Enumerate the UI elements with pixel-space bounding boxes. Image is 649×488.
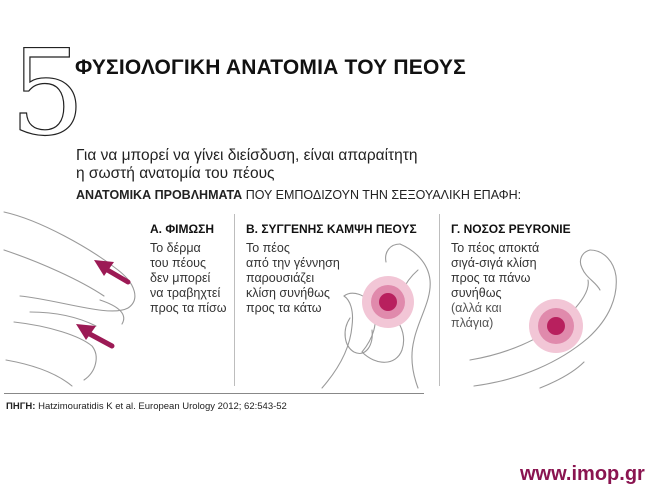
column-note-peyronie: (αλλά και πλάγια) <box>451 301 502 330</box>
arrow-up-icon <box>94 260 128 282</box>
column-divider-2 <box>439 214 440 386</box>
column-title-phimosis: Α. ΦΙΜΩΣΗ <box>150 222 215 236</box>
source-citation <box>6 401 287 412</box>
column-text-phimosis: Το δέρμα του πέους δεν μπορεί να τραβηχτεί προς τα πίσω <box>150 241 227 315</box>
intro-line-2: η σωστή ανατομία του πέους <box>76 165 275 182</box>
step-number: 5 <box>10 24 86 162</box>
intro-line-1: Για να μπορεί να γίνει διείσδυση, είναι απαραίτητη <box>76 147 418 164</box>
source-text: Hatzimouratidis K et al. European Urology 2012; 62:543-52 <box>35 401 287 412</box>
website-link[interactable]: www.imop.gr <box>520 463 645 485</box>
column-title-curvature: Β. ΣΥΓΓΕΝΗΣ ΚΑΜΨΗ ΠΕΟΥΣ <box>246 222 417 236</box>
subheading-bold: ΑΝΑΤΟΜΙΚΑ ΠΡΟΒΛΗΜΑΤΑ <box>76 188 243 202</box>
column-divider-1 <box>234 214 235 386</box>
peyronie-marker-icon <box>529 299 583 353</box>
column-title-peyronie: Γ. ΝΟΣΟΣ PEYRONIE <box>451 222 571 236</box>
phimosis-illustration <box>4 212 135 386</box>
curvature-marker-icon <box>362 276 414 328</box>
bottom-divider <box>4 393 424 394</box>
page-title: ΦΥΣΙΟΛΟΓΙΚΗ ΑΝΑΤΟΜΙΑ ΤΟΥ ΠΕΟΥΣ <box>75 56 466 79</box>
subheading-rest: ΠΟΥ ΕΜΠΟΔΙΖΟΥΝ ΤΗΝ ΣΕΞΟΥΑΛΙΚΗ ΕΠΑΦΗ: <box>242 188 522 202</box>
column-text-peyronie: Το πέος αποκτά σιγά-σιγά κλίση προς τα πάνω συνήθως <box>451 241 540 300</box>
source-label: ΠΗΓΗ: <box>6 401 36 412</box>
arrow-down-icon <box>76 324 112 346</box>
column-text-curvature: Το πέος από την γέννηση παρουσιάζει κλίση συνήθως προς τα κάτω <box>246 241 340 315</box>
